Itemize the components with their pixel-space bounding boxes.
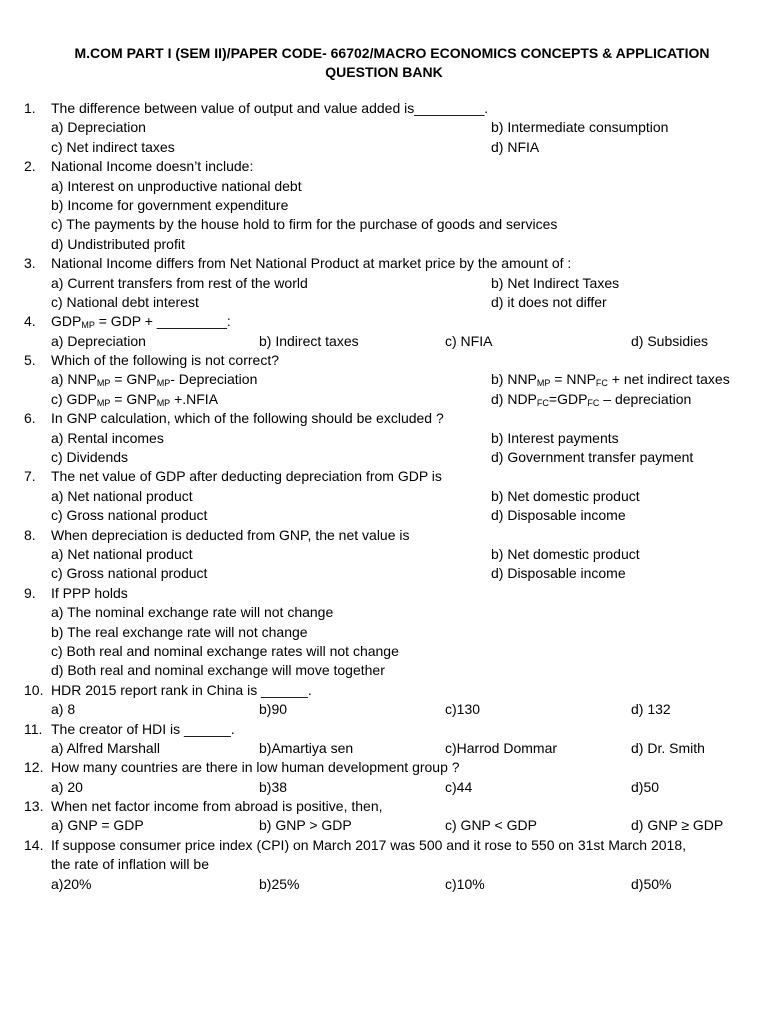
option-d: d) 132: [631, 701, 671, 718]
question-2: [24, 157, 760, 176]
options-row: [24, 215, 760, 234]
option-d: d) Both real and nominal exchange will move together: [51, 662, 385, 679]
option-b: b) Net domestic product: [491, 487, 640, 504]
options-row: [24, 816, 760, 835]
options-row: [24, 603, 760, 622]
question-8: [24, 526, 760, 545]
option-d: d)50: [631, 778, 660, 795]
options-row: [24, 875, 760, 894]
question-number: 13.: [24, 798, 44, 815]
option-b: b) Indirect taxes: [259, 332, 359, 349]
question-stem: If PPP holds: [51, 584, 128, 601]
question-5: [24, 351, 760, 370]
option-b: b) $NNP_{MP} = NNP_{FC}$ + net indirect taxes: [491, 371, 730, 389]
question-4: [24, 312, 760, 331]
question-number: 1.: [24, 100, 36, 116]
options-row: [24, 487, 760, 506]
question-number: 6.: [24, 410, 36, 427]
options-row: [24, 642, 760, 661]
question-stem: $GDP_{MP}$ = GDP + _________:: [51, 313, 231, 331]
option-b: b) Net Indirect Taxes: [491, 274, 620, 291]
options-row: [24, 293, 760, 312]
option-c: c) National debt interest: [51, 293, 199, 310]
question-stem: National Income differs from Net National Product at market price by the amount of :: [51, 255, 572, 272]
option-c: c) Both real and nominal exchange rates will not change: [51, 642, 399, 659]
option-c: c)10%: [445, 875, 485, 892]
option-b: b) Income for government expenditure: [51, 196, 289, 213]
question-number: 11.: [24, 720, 43, 737]
option-b: b)90: [259, 701, 288, 718]
question-stem-cont: the rate of inflation will be: [51, 856, 209, 873]
options-row: [24, 332, 760, 351]
question-stem: The difference between value of output and value added is_________.: [51, 100, 489, 116]
option-c: c) Gross national product: [51, 565, 208, 582]
option-a: a) Depreciation: [51, 119, 146, 136]
option-a: a) The nominal exchange rate will not change: [51, 604, 334, 621]
question-stem-continued: [24, 855, 760, 874]
option-a: a) Interest on unproductive national debt: [51, 177, 302, 194]
document-subtitle: QUESTION BANK: [325, 64, 443, 80]
question-number: 3.: [24, 255, 36, 272]
option-d: d)50%: [631, 875, 672, 892]
option-a: a) Alfred Marshall: [51, 739, 160, 756]
options-row: [24, 177, 760, 196]
option-a: a) Net national product: [51, 545, 193, 562]
question-stem: If suppose consumer price index (CPI) on March 2017 was 500 and it rose to 550 on 31st March 2018,: [51, 836, 687, 853]
question-stem: Which of the following is not correct?: [51, 352, 279, 369]
option-c: c) The payments by the house hold to firm for the purchase of goods and services: [51, 216, 558, 233]
question-stem: How many countries are there in low human development group ?: [51, 759, 460, 776]
option-a: a) Depreciation: [51, 332, 146, 349]
options-row: [24, 370, 760, 389]
question-11: [24, 720, 760, 739]
question-number: 10.: [24, 681, 44, 698]
options-row: [24, 545, 760, 564]
options-row: [24, 739, 760, 758]
option-a: a) 8: [51, 701, 76, 718]
question-9: [24, 584, 760, 603]
option-c: c)44: [445, 778, 473, 795]
document-title: M.COM PART I (SEM II)/PAPER CODE- 66702/MACRO ECONOMICS CONCEPTS & APPLICATION: [74, 45, 710, 61]
option-a: a) 20: [51, 778, 83, 795]
option-d: d) Disposable income: [491, 565, 626, 582]
options-row: [24, 274, 760, 293]
options-row: [24, 429, 760, 448]
option-b: b)Amartiya sen: [259, 739, 354, 756]
options-row: [24, 661, 760, 680]
question-number: 12.: [24, 759, 44, 776]
question-7: [24, 467, 760, 486]
option-a: a) Net national product: [51, 487, 193, 504]
question-number: 2.: [24, 158, 36, 175]
option-d: d) NFIA: [491, 138, 540, 155]
question-number: 9.: [24, 584, 36, 601]
option-d: d) GNP ≥ GDP: [631, 817, 724, 834]
option-d: d) it does not differ: [491, 293, 607, 310]
question-14: [24, 836, 760, 855]
question-number: 8.: [24, 526, 36, 543]
question-1: [24, 99, 760, 118]
option-c: c) NFIA: [445, 332, 493, 349]
option-c: c) Dividends: [51, 449, 129, 466]
option-a: a) $NNP_{MP} = GNP_{MP}-$ Depreciation: [51, 371, 258, 389]
option-a: a) GNP = GDP: [51, 817, 144, 834]
question-number: 5.: [24, 352, 36, 369]
option-a: a) Rental incomes: [51, 429, 164, 446]
option-d: d) Subsidies: [631, 332, 709, 349]
option-c: c)Harrod Dommar: [445, 739, 558, 756]
options-row: [24, 448, 760, 467]
options-row: [24, 118, 760, 137]
question-10: [24, 681, 760, 700]
option-d: d) Dr. Smith: [631, 739, 705, 756]
option-d: d) $NDP_{FC}=GDP_{FC}$ – depreciation: [491, 390, 692, 408]
option-c: c) Net indirect taxes: [51, 138, 175, 155]
question-list: [24, 99, 760, 894]
question-3: [24, 254, 760, 273]
options-row: [24, 138, 760, 157]
question-number: 4.: [24, 313, 36, 330]
options-row: [24, 196, 760, 215]
question-stem: HDR 2015 report rank in China is ______.: [51, 681, 312, 698]
option-b: b) Intermediate consumption: [491, 119, 669, 136]
question-number: 14.: [24, 836, 44, 853]
question-stem: The creator of HDI is ______.: [51, 720, 235, 737]
option-b: b) Net domestic product: [491, 545, 640, 562]
option-b: b)25%: [259, 875, 300, 892]
question-stem: The net value of GDP after deducting depreciation from GDP is: [51, 468, 442, 485]
option-c: c) GNP < GDP: [445, 817, 537, 834]
options-row: [24, 700, 760, 719]
question-12: [24, 758, 760, 777]
options-row: [24, 235, 760, 254]
question-stem: National Income doesn’t include:: [51, 158, 254, 175]
question-stem: When depreciation is deducted from GNP, the net value is: [51, 526, 410, 543]
option-d: d) Disposable income: [491, 507, 626, 524]
question-6: [24, 409, 760, 428]
option-b: b) The real exchange rate will not change: [51, 623, 308, 640]
question-stem: When net factor income from abroad is positive, then,: [51, 798, 383, 815]
options-row: [24, 778, 760, 797]
question-13: [24, 797, 760, 816]
option-b: b) Interest payments: [491, 429, 619, 446]
option-c: c) $GDP_{MP} = GNP_{MP}$ +.NFIA: [51, 390, 219, 408]
question-stem: In GNP calculation, which of the following should be excluded ?: [51, 410, 444, 427]
option-d: d) Government transfer payment: [491, 449, 694, 466]
option-c: c)130: [445, 701, 481, 718]
option-c: c) Gross national product: [51, 507, 208, 524]
option-b: b) GNP > GDP: [259, 817, 352, 834]
question-number: 7.: [24, 468, 36, 485]
option-a: a)20%: [51, 875, 92, 892]
options-row: [24, 564, 760, 583]
options-row: [24, 506, 760, 525]
option-b: b)38: [259, 778, 288, 795]
options-row: [24, 390, 760, 409]
option-a: a) Current transfers from rest of the world: [51, 274, 308, 291]
options-row: [24, 623, 760, 642]
option-d: d) Undistributed profit: [51, 235, 185, 252]
